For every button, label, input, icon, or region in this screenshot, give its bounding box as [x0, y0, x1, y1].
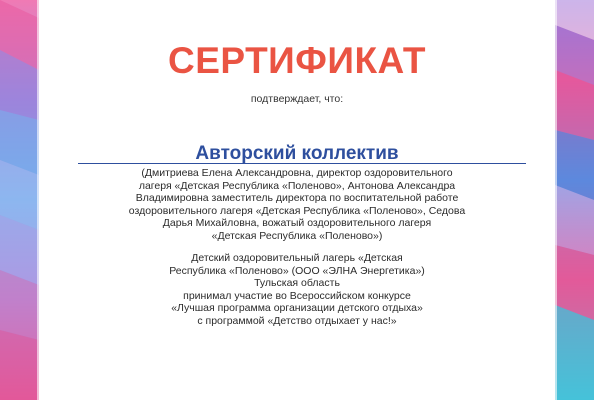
recipient-underline	[78, 163, 526, 164]
organization-block	[60, 252, 534, 328]
authors-line: лагеря «Детская Республика «Поленово», Антонова Александра	[138, 179, 456, 192]
authors-line: Дарья Михайловна, вожатый оздоровительного лагеря	[162, 217, 432, 230]
certificate-content	[60, 0, 534, 400]
org-line: с программой «Детство отдыхает у нас!»	[197, 314, 397, 327]
recipient-name: Авторский коллектив	[195, 143, 399, 164]
org-line: принимал участие во Всероссийском конкурсе	[183, 289, 411, 302]
org-line: Тульская область	[254, 277, 340, 290]
authors-line: Владимировна заместитель директора по воспитательной работе	[135, 192, 459, 205]
authors-block	[60, 167, 534, 243]
org-line: Республика «Поленово» (ООО «ЭЛНА Энергетика»)	[169, 264, 425, 277]
left-decorative-border	[0, 0, 39, 400]
confirms-text: подтверждает, что:	[250, 93, 344, 105]
authors-line: оздоровительного лагеря «Детская Республика «Поленово», Седова	[128, 204, 466, 217]
org-line: «Лучшая программа организации детского отдыха»	[171, 302, 423, 315]
authors-line: (Дмитриева Елена Александровна, директор оздоровительного	[141, 167, 453, 179]
authors-line: «Детская Республика «Поленово»)	[211, 229, 383, 242]
org-line: Детский оздоровительный лагерь «Детская	[191, 252, 403, 264]
certificate-title: СЕРТИФИКАТ	[167, 40, 427, 81]
right-decorative-border	[555, 0, 594, 400]
